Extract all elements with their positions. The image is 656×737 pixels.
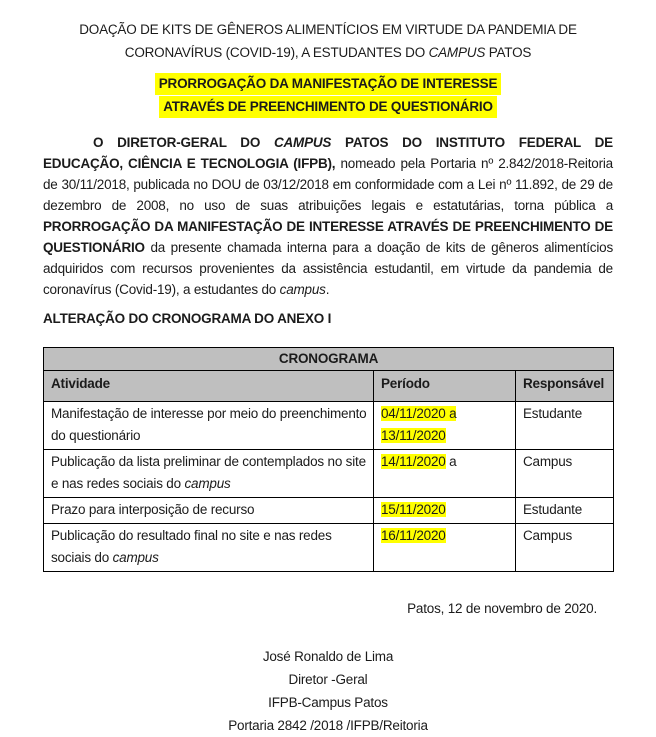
paragraph-run-campus-italic: campus (279, 282, 326, 297)
periodo-date-plain: a (445, 454, 457, 469)
cell-atividade (44, 498, 374, 524)
paragraph-run-campus-italic: CAMPUS (273, 135, 332, 150)
subtitle-highlight-line-1: PRORROGAÇÃO DA MANIFESTAÇÃO DE INTERESSE (155, 73, 502, 95)
paragraph-run: PATOS DO INSTITUTO FEDERAL DE EDUCAÇÃO, CIÊNCIA E TECNOLOGIA (IFPB), (43, 135, 613, 171)
table-title: CRONOGRAMA (44, 348, 614, 371)
table-row (44, 524, 614, 572)
paragraph-run: PRORROGAÇÃO DA MANIFESTAÇÃO DE INTERESSE ATRAVÉS DE PREENCHIMENTO DE QUESTIONÁRIO (43, 219, 613, 255)
cell-atividade (44, 524, 374, 572)
table-row (44, 450, 614, 498)
subtitle-highlight-line-2: ATRAVÉS DE PREENCHIMENTO DE QUESTIONÁRIO (159, 96, 497, 118)
col-header-responsavel: Responsável (516, 371, 614, 402)
cell-periodo (374, 498, 516, 524)
cell-periodo (374, 524, 516, 572)
cell-responsavel: Estudante (516, 498, 614, 524)
cell-atividade (44, 402, 374, 450)
periodo-date-highlight: 15/11/2020 (381, 502, 446, 517)
doc-title-campus-italic: CAMPUS (428, 45, 486, 60)
paragraph-run: . (325, 282, 330, 297)
cell-responsavel: Campus (516, 524, 614, 572)
cell-periodo (374, 450, 516, 498)
doc-title (48, 18, 608, 64)
cell-responsavel: Estudante (516, 402, 614, 450)
periodo-date-highlight: 16/11/2020 (381, 528, 446, 543)
signature-org: IFPB-Campus Patos (268, 695, 388, 710)
periodo-date-highlight: 13/11/2020 (381, 428, 446, 443)
periodo-date-highlight: 14/11/2020 (381, 454, 446, 469)
signature-portaria: Portaria 2842 /2018 /IFPB/Reitoria (228, 718, 428, 733)
atividade-campus-italic: campus (184, 476, 231, 491)
cell-responsavel: Campus (516, 450, 614, 498)
col-header-periodo: Período (374, 371, 516, 402)
signature-block (43, 645, 613, 737)
atividade-text: Manifestação de interesse por meio do preenchimento do questionário (51, 406, 367, 443)
atividade-text: Publicação da lista preliminar de contemplados no site e nas redes sociais do (51, 454, 366, 491)
paragraph-run: da presente chamada interna para a doação de kits de gêneros alimentícios adquiridos com recursos provenientes da assistência estudantil, em virtude da pandemia de coronavírus (Covid-19), a estudantes do (43, 240, 613, 297)
intro-paragraph (43, 132, 613, 300)
paragraph-run: O DIRETOR-GERAL DO (93, 135, 274, 150)
col-header-atividade: Atividade (44, 371, 374, 402)
doc-title-text-end: PATOS (485, 45, 532, 60)
cell-atividade (44, 450, 374, 498)
signature-name: José Ronaldo de Lima (262, 649, 394, 664)
periodo-date-highlight: 04/11/2020 a (381, 406, 457, 421)
cell-periodo (374, 402, 516, 450)
paragraph-run: nomeado pela Portaria nº 2.842/2018-Reitoria de 30/11/2018, publicada no DOU de 03/12/2018 em conformidade com a Lei nº 11.892, de 29 de dezembro de 2008, no uso de suas atribuições legais e estatutárias, torna pública a (43, 156, 613, 213)
section-heading-anexo: ALTERAÇÃO DO CRONOGRAMA DO ANEXO I (43, 311, 332, 326)
table-title-row (44, 348, 614, 371)
atividade-text: Prazo para interposição de recurso (51, 502, 255, 517)
atividade-text: Publicação do resultado final no site e nas redes sociais do (51, 528, 332, 565)
table-header-row (44, 371, 614, 402)
signature-role: Diretor -Geral (288, 672, 368, 687)
subtitle-block (43, 73, 613, 119)
date-line: Patos, 12 de novembro de 2020. (407, 601, 597, 616)
table-row (44, 498, 614, 524)
atividade-campus-italic: campus (112, 550, 159, 565)
cronograma-table (43, 347, 614, 572)
doc-title-text: DOAÇÃO DE KITS DE GÊNEROS ALIMENTÍCIOS EM VIRTUDE DA PANDEMIA DE CORONAVÍRUS (COVID-19), A ESTUDANTES DO (79, 22, 577, 60)
table-row (44, 402, 614, 450)
